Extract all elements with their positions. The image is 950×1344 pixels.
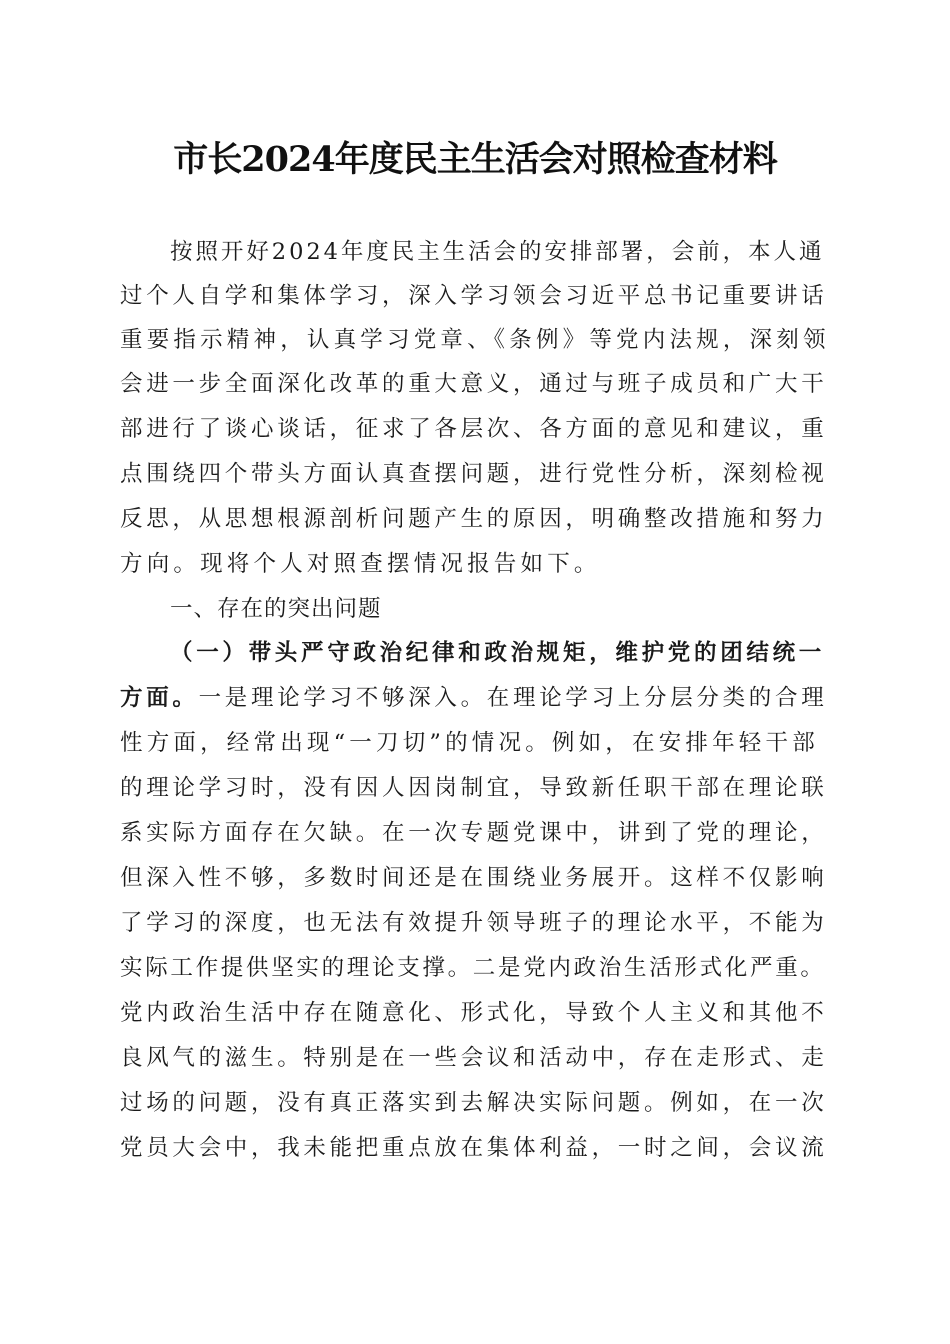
paragraph-line: 过场的问题，没有真正落实到去解决实际问题。例如，在一次 bbox=[120, 1090, 828, 1116]
paragraph-line: 方向。现将个人对照查摆情况报告如下。 bbox=[120, 551, 601, 577]
paragraph-line: 按照开好2024年度民主生活会的安排部署，会前，本人通 bbox=[170, 239, 825, 265]
paragraph-line: 良风气的滋生。特别是在一些会议和活动中，存在走形式、走 bbox=[120, 1045, 828, 1071]
paragraph-line: 系实际方面存在欠缺。在一次专题党课中，讲到了党的理论， bbox=[120, 820, 828, 846]
document-title: 市长2024年度民主生活会对照检查材料 bbox=[173, 139, 777, 180]
paragraph-line: 反思，从思想根源剖析问题产生的原因，明确整改措施和努力 bbox=[120, 506, 828, 532]
subsection-heading: （一）带头严守政治纪律和政治规矩，维护党的团结统一 bbox=[170, 640, 826, 666]
paragraph-line: 了学习的深度，也无法有效提升领导班子的理论水平，不能为 bbox=[120, 910, 828, 936]
paragraph-line: 点围绕四个带头方面认真查摆问题，进行党性分析，深刻检视 bbox=[120, 461, 828, 487]
paragraph-line bbox=[120, 680, 827, 716]
paragraph-line: 实际工作提供坚实的理论支撑。二是党内政治生活形式化严重。 bbox=[120, 955, 826, 981]
paragraph-line: 的理论学习时，没有因人因岗制宜，导致新任职干部在理论联 bbox=[120, 775, 828, 801]
paragraph-line: 但深入性不够，多数时间还是在围绕业务展开。这样不仅影响 bbox=[120, 865, 828, 891]
section-heading: 一、存在的突出问题 bbox=[170, 596, 382, 622]
paragraph-line: 会进一步全面深化改革的重大意义，通过与班子成员和广大干 bbox=[120, 371, 828, 397]
paragraph-line: 性方面，经常出现“一刀切”的情况。例如，在安排年轻干部 bbox=[120, 730, 819, 756]
paragraph-line: 重要指示精神，认真学习党章、《条例》等党内法规，深刻领 bbox=[120, 327, 830, 353]
paragraph-text: 一是理论学习不够深入。在理论学习上分层分类的合理 bbox=[198, 685, 828, 711]
paragraph-line: 党内政治生活中存在随意化、形式化，导致个人主义和其他不 bbox=[120, 1000, 828, 1026]
paragraph-line: 部进行了谈心谈话，征求了各层次、各方面的意见和建议，重 bbox=[120, 416, 828, 442]
subsection-heading-end: 方面。 bbox=[120, 685, 199, 711]
paragraph-line: 过个人自学和集体学习，深入学习领会习近平总书记重要讲话 bbox=[120, 283, 828, 309]
paragraph-line: 党员大会中，我未能把重点放在集体利益，一时之间，会议流 bbox=[120, 1135, 828, 1161]
